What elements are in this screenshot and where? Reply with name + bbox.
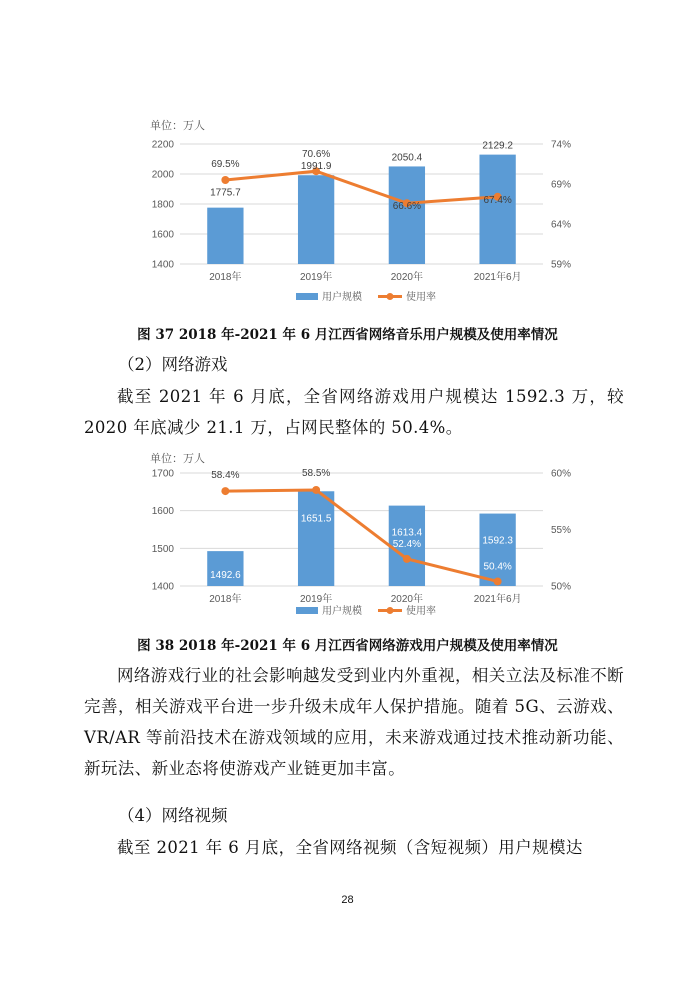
line-data-label: 69.5% <box>211 159 240 170</box>
games-chart <box>0 448 695 623</box>
bar <box>479 514 515 586</box>
legend-label-bar: 用户规模 <box>322 606 362 617</box>
line-data-label: 50.4% <box>483 561 512 573</box>
y-tick-left: 2200 <box>151 139 174 151</box>
bar-data-label: 2129.2 <box>482 140 513 152</box>
games-chart-svg <box>0 448 695 623</box>
usage-rate-point <box>494 577 502 585</box>
music-chart <box>0 112 695 317</box>
y-tick-left: 1600 <box>151 229 174 241</box>
x-tick-label: 2021年6月 <box>473 272 522 283</box>
legend-swatch-dot <box>387 293 394 300</box>
usage-rate-point <box>221 176 229 184</box>
legend-swatch-bar <box>296 293 318 300</box>
y-tick-right: 69% <box>551 179 572 191</box>
y-tick-left: 1800 <box>151 199 174 211</box>
usage-rate-line <box>225 171 497 203</box>
x-tick-label: 2020年 <box>390 272 423 283</box>
line-data-label: 70.6% <box>301 149 331 161</box>
y-tick-left: 1400 <box>151 581 174 593</box>
x-tick-label: 2018年 <box>209 594 242 605</box>
unit-label: 单位：万人 <box>150 452 205 465</box>
line-data-label: 58.5% <box>301 467 331 479</box>
paragraph-video: 截至 2021 年 6 月底，全省网络视频（含短视频）用户规模达 <box>117 838 583 857</box>
bar <box>207 208 243 264</box>
usage-rate-point <box>403 555 411 563</box>
y-tick-right: 60% <box>551 468 572 480</box>
bar-data-label: 1651.5 <box>300 513 332 525</box>
y-tick-right: 50% <box>551 581 572 593</box>
bar <box>298 175 334 264</box>
bar-data-label: 1613.4 <box>391 527 423 539</box>
y-tick-left: 1500 <box>151 543 174 555</box>
figure-38-caption: 图 38 2018 年-2021 年 6 月江西省网络游戏用户规模及使用率情况 <box>137 638 558 654</box>
y-tick-left: 1600 <box>151 506 174 518</box>
bar-data-label: 1592.3 <box>482 535 513 547</box>
x-tick-label: 2021年6月 <box>473 594 522 605</box>
usage-rate-point <box>221 487 229 495</box>
y-tick-right: 74% <box>551 139 572 151</box>
legend-swatch-dot <box>387 607 394 614</box>
y-tick-left: 1700 <box>151 468 174 480</box>
x-tick-label: 2018年 <box>209 272 242 283</box>
legend-label-line: 使用率 <box>406 292 436 303</box>
paragraph-games: 截至 2021 年 6 月底，全省网络游戏用户规模达 1592.3 万，较 2020 年底减少 21.1 万，占网民整体的 50.4%。 <box>84 387 624 437</box>
x-tick-label: 2020年 <box>390 594 423 605</box>
y-tick-left: 2000 <box>151 169 174 181</box>
x-tick-label: 2019年 <box>300 272 333 283</box>
y-tick-right: 55% <box>551 525 572 536</box>
legend-swatch-bar <box>296 607 318 614</box>
bar <box>298 491 334 586</box>
figure-37-caption: 图 37 2018 年-2021 年 6 月江西省网络音乐用户规模及使用率情况 <box>137 327 558 343</box>
line-data-label: 58.4% <box>211 470 240 482</box>
line-data-label: 52.4% <box>392 538 422 550</box>
line-data-label: 66.6% <box>392 201 422 213</box>
legend-label-bar: 用户规模 <box>322 292 362 303</box>
x-tick-label: 2019年 <box>300 594 333 605</box>
usage-rate-point <box>312 486 320 494</box>
line-data-label: 67.4% <box>483 194 512 206</box>
legend-label-line: 使用率 <box>406 606 436 617</box>
y-tick-left: 1400 <box>151 259 174 271</box>
bar-data-label: 1991.9 <box>300 161 332 173</box>
bar-data-label: 2050.4 <box>391 152 423 164</box>
bar-data-label: 1775.7 <box>210 187 241 199</box>
music-chart-svg <box>0 112 695 317</box>
bar <box>389 166 425 264</box>
heading-video: （4）网络视频 <box>118 806 228 825</box>
usage-rate-line <box>225 490 497 582</box>
heading-games: （2）网络游戏 <box>118 355 228 374</box>
y-tick-right: 64% <box>551 219 572 231</box>
y-tick-right: 59% <box>551 259 572 271</box>
bar-data-label: 1492.6 <box>210 570 241 581</box>
unit-label: 单位：万人 <box>150 119 205 132</box>
page-number: 28 <box>341 894 354 906</box>
paragraph-industry: 网络游戏行业的社会影响越发受到业内外重视，相关立法及标准不断完善，相关游戏平台进一步升级未成年人保护措施。随着 5G、云游戏、VR/AR 等前沿技术在游戏领域的应用，未来游戏通过技术推动新功能、新玩法、新业态将使游戏产业链更加丰富。 <box>84 666 624 778</box>
bar <box>479 155 515 264</box>
